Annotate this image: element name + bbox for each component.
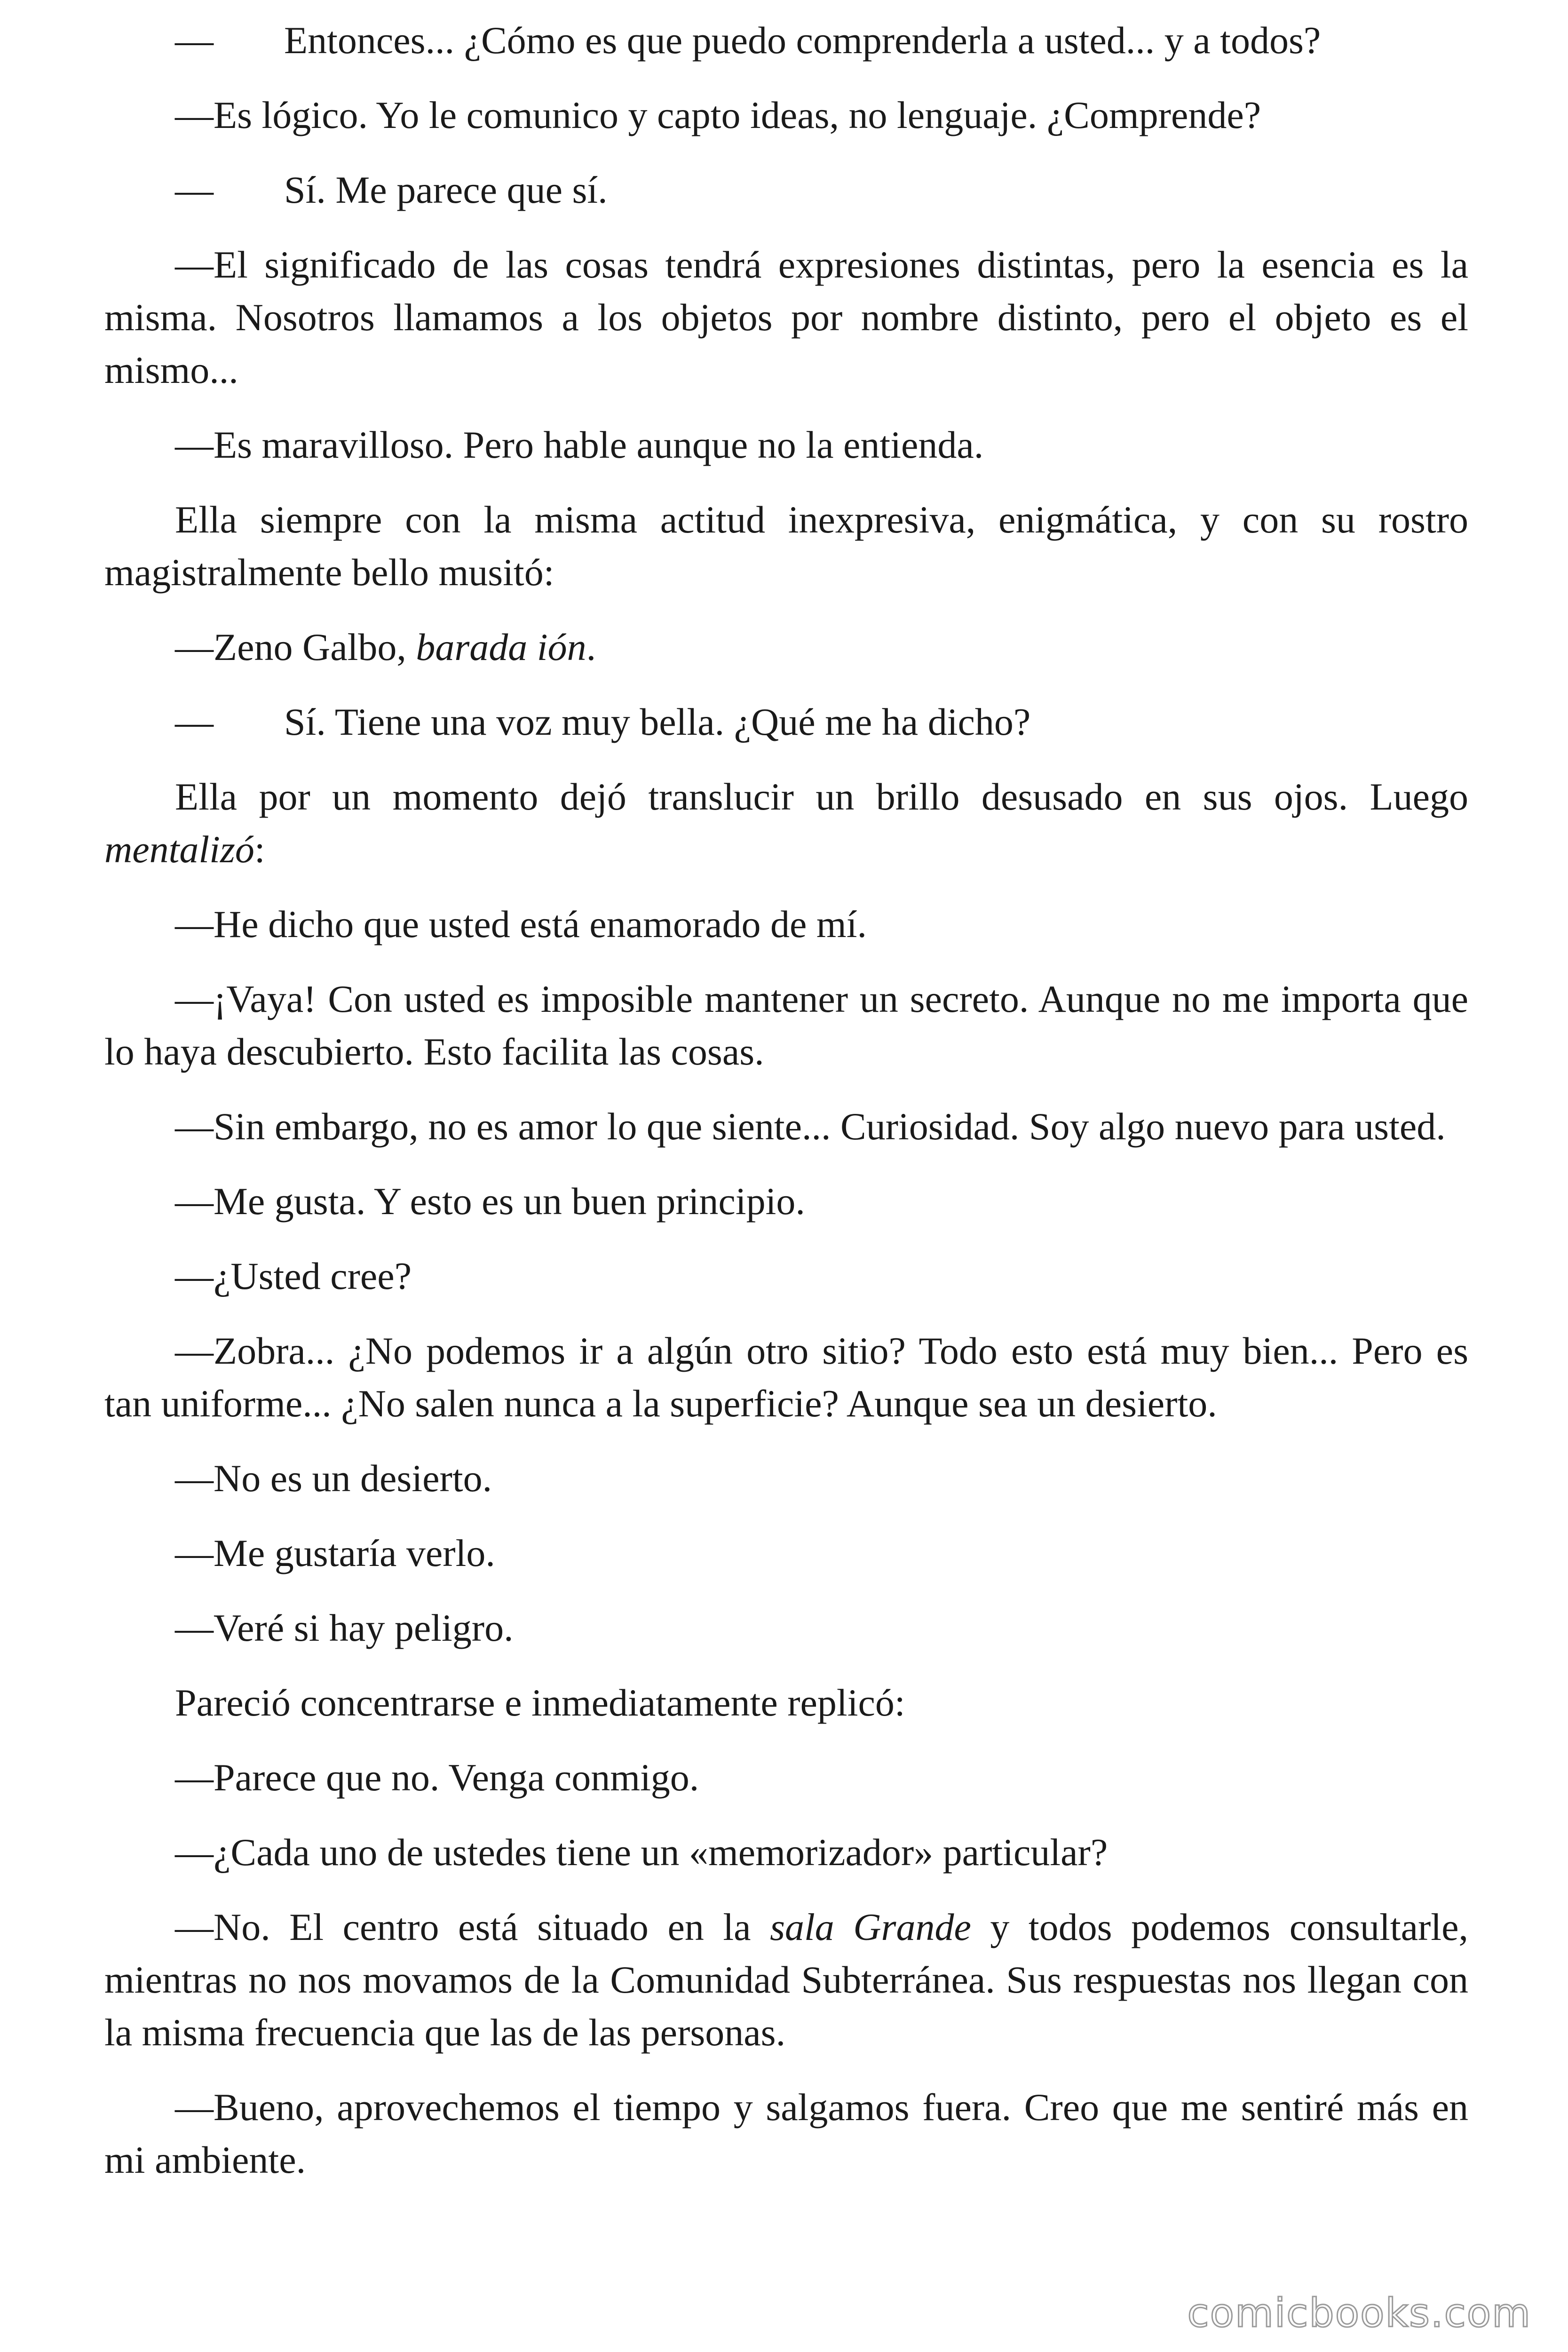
text-run: Es lógico. Yo le comunico y capto ideas, no lenguaje. ¿Comprende? bbox=[214, 94, 1261, 136]
paragraph bbox=[104, 89, 1468, 142]
text-run: y todos podemos consultarle, mientras no nos movamos de la Comunidad Subterránea. Sus respuestas nos llegan con la misma frecuencia que las de las personas. bbox=[104, 1906, 1468, 2054]
text-run: Zobra... ¿No podemos ir a algún otro sitio? Todo esto está muy bien... Pero es tan uniforme... ¿No salen nunca a la superficie? Aunque sea un desierto. bbox=[104, 1329, 1468, 1425]
paragraph bbox=[104, 1901, 1468, 2059]
text-run: Bueno, aprovechemos el tiempo y salgamos fuera. Creo que me sentiré más en mi ambiente. bbox=[104, 2086, 1468, 2181]
italic-text: barada ión bbox=[416, 626, 586, 668]
italic-text: mentalizó bbox=[104, 828, 254, 871]
text-run: Sin embargo, no es amor lo que siente... Curiosidad. Soy algo nuevo para usted. bbox=[214, 1105, 1446, 1148]
paragraph bbox=[104, 164, 1468, 216]
italic-text: sala Grande bbox=[770, 1906, 971, 1948]
dialogue-dash: — bbox=[175, 1906, 214, 1948]
text-run: Me gusta. Y esto es un buen principio. bbox=[214, 1180, 805, 1223]
text-run: No. El centro está situado en la bbox=[214, 1906, 770, 1948]
dialogue-dash: — bbox=[175, 2086, 214, 2129]
text-run: Pareció concentrarse e inmediatamente replicó: bbox=[175, 1681, 905, 1724]
text-run: ¡Vaya! Con usted es imposible mantener un secreto. Aunque no me importa que lo haya descubierto. Esto facilita las cosas. bbox=[104, 977, 1468, 1073]
text-run: Ella siempre con la misma actitud inexpresiva, enigmática, y con su rostro magistralmente bello musitó: bbox=[104, 498, 1468, 594]
paragraph bbox=[104, 238, 1468, 397]
text-run: Sí. Tiene una voz muy bella. ¿Qué me ha dicho? bbox=[284, 700, 1031, 743]
dialogue-dash: — bbox=[175, 903, 214, 946]
dialogue-dash: — bbox=[175, 1756, 214, 1799]
dialogue-dash: — bbox=[175, 1255, 214, 1297]
dialogue-dash: — bbox=[175, 977, 214, 1020]
dialogue-dash: — bbox=[175, 243, 214, 286]
text-run: Sí. Me parece que sí. bbox=[284, 168, 608, 211]
paragraph bbox=[104, 898, 1468, 951]
text-run: El significado de las cosas tendrá expresiones distintas, pero la esencia es la misma. Nosotros llamamos a los objetos por nombre distinto, pero el objeto es el mismo... bbox=[104, 243, 1468, 391]
paragraph bbox=[104, 1677, 1468, 1729]
text-run: ¿Cada uno de ustedes tiene un «memorizador» particular? bbox=[214, 1831, 1108, 1874]
paragraph bbox=[104, 1100, 1468, 1153]
text-run: Veré si hay peligro. bbox=[214, 1606, 514, 1649]
paragraph bbox=[104, 1250, 1468, 1303]
paragraph bbox=[104, 1175, 1468, 1228]
paragraph bbox=[104, 1826, 1468, 1879]
dialogue-dash: — bbox=[175, 1329, 214, 1372]
paragraph bbox=[104, 621, 1468, 674]
paragraph bbox=[104, 1452, 1468, 1505]
text-run: : bbox=[254, 828, 265, 871]
dialogue-dash: — bbox=[175, 626, 214, 668]
text-run: He dicho que usted está enamorado de mí. bbox=[214, 903, 867, 946]
dialogue-dash: — bbox=[175, 1457, 214, 1500]
paragraph bbox=[104, 2081, 1468, 2186]
paragraph bbox=[104, 14, 1468, 67]
paragraph bbox=[104, 1325, 1468, 1430]
text-run: Zeno Galbo, bbox=[214, 626, 416, 668]
dialogue-dash: — bbox=[175, 94, 214, 136]
dialogue-dash: — bbox=[175, 1831, 214, 1874]
text-run: ¿Usted cree? bbox=[214, 1255, 412, 1297]
dialogue-dash: — bbox=[175, 1105, 214, 1148]
text-run: Entonces... ¿Cómo es que puedo comprenderla a usted... y a todos? bbox=[284, 19, 1321, 62]
text-run: No es un desierto. bbox=[214, 1457, 492, 1500]
dialogue-dash: — bbox=[175, 168, 214, 211]
paragraph bbox=[104, 696, 1468, 748]
paragraph bbox=[104, 419, 1468, 471]
paragraph bbox=[104, 1751, 1468, 1804]
watermark: comicbooks.com bbox=[1187, 2290, 1531, 2336]
dialogue-dash: — bbox=[175, 1532, 214, 1574]
text-run: Parece que no. Venga conmigo. bbox=[214, 1756, 699, 1799]
text-run: Me gustaría verlo. bbox=[214, 1532, 495, 1574]
paragraph bbox=[104, 1602, 1468, 1654]
paragraph bbox=[104, 771, 1468, 876]
dialogue-dash: — bbox=[175, 423, 214, 466]
text-run: Ella por un momento dejó translucir un brillo desusado en sus ojos. Luego bbox=[175, 775, 1468, 818]
paragraph bbox=[104, 493, 1468, 599]
text-run: Es maravilloso. Pero hable aunque no la entienda. bbox=[214, 423, 984, 466]
dialogue-dash: — bbox=[175, 1180, 214, 1223]
paragraph bbox=[104, 973, 1468, 1078]
body-text bbox=[104, 14, 1468, 2209]
paragraph bbox=[104, 1527, 1468, 1580]
text-run: . bbox=[586, 626, 596, 668]
dialogue-dash: — bbox=[175, 1606, 214, 1649]
dialogue-dash: — bbox=[175, 19, 214, 62]
dialogue-dash: — bbox=[175, 700, 214, 743]
